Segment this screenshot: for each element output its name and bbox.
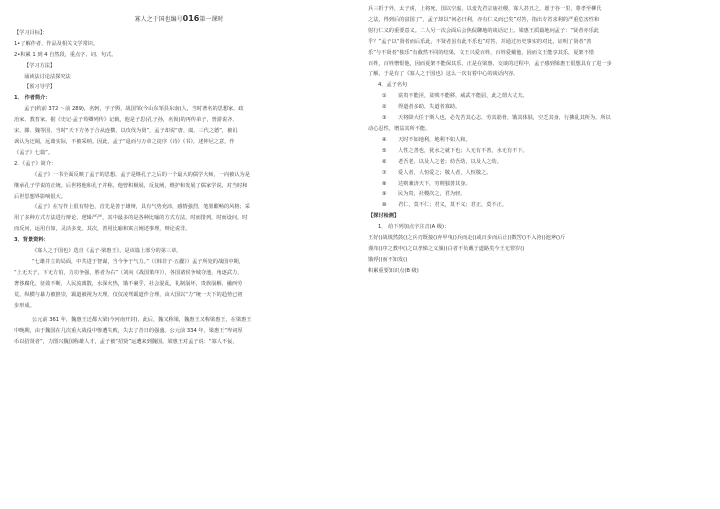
- text-line: 孟子(约前 372 ～前 289)，名轲，字子舆，战国邹(今山东邹县东南)人，当时著名的思想家、政: [24, 106, 244, 113]
- quote-item: [368, 146, 704, 157]
- text-line: 乎？”孟子以“贤者而后乐此，不贤者虽有此不乐也”对答，并通过历史事实的对比，证明了贤者“善: [368, 38, 592, 45]
- quote-number: ④: [382, 136, 387, 143]
- quote-text: 得道者多助，失道者寡助。: [398, 104, 461, 111]
- right-text-block: [368, 4, 704, 91]
- text-line: 饿殍()而不知发(): [368, 256, 408, 263]
- quote-item: [368, 157, 704, 168]
- quote-number: ⑩: [382, 202, 387, 209]
- left-column: [14, 14, 344, 348]
- text-line: 【预习导学】: [24, 84, 56, 91]
- text-line: 王好()战填然鼓()之兵刃既接()弃甲曳()兵而走()或百步而后止()数罟()不入洿()池斧()斤: [368, 235, 566, 242]
- quote-text: 爱人者，人恒爱之；敬人者，人恒敬之。: [398, 169, 492, 176]
- text-line: 1． 给下列加点字注音(A 级)：: [378, 224, 450, 231]
- text-line: 百姓，百姓憎恨他，因而夏架不能保其乐，正是在梁惠、交谈的过程中，孟子感到梁惠王很想具有了进一步: [368, 60, 612, 67]
- quote-number: ⑦: [382, 169, 387, 176]
- text-line: 4．孟子名句: [378, 82, 408, 89]
- quote-number: ⑤: [382, 147, 387, 154]
- right-column: [368, 4, 704, 277]
- quote-text: 富贵不能淫，贫贱不能移，威武不能屈，此之谓大丈夫。: [398, 93, 528, 100]
- quote-item: [368, 135, 704, 146]
- quote-item: [368, 91, 704, 102]
- text-line: 币以招贤者”，力图兴魏国称雄人才，孟子被“招贤”运遭来到魏国。梁惠王对孟子说：“寡人不佞，: [14, 339, 238, 346]
- quote-number: ⑨: [382, 191, 387, 198]
- text-line: 而反问，运用自如，灵活多变。其次，善用比喻和寓言阐述事理，辩论说非。: [14, 226, 191, 233]
- quote-text: 动心忍性，增益其所不能。: [368, 125, 431, 132]
- text-line: “七雄并立的局面，中共进于智谋，当今争于气力。”（《韩非子·五蠹》）孟子所处的战国中期，: [32, 258, 244, 265]
- quote-text: 民为贵，社稷次之，君为轻。: [398, 191, 466, 198]
- text-line: 兵三折于外，太子虏，上将死，国以空虚，以羞先君宗庙社稷，寡人甚丑之，愿于谷一里，尊孝至柳氏: [368, 6, 602, 12]
- text-line: 《孟子》在写作上很有特色，首先是善于雄辩，具有气势充沛，感情强烈，笔墨酣畅的风格；采: [32, 204, 250, 211]
- text-line: 积累重要知识点(B 级): [368, 267, 419, 274]
- text-line: 《寡人之于国也》选自《孟子·梁惠王》，是该篇上部分的第三章。: [32, 248, 182, 255]
- text-line: 乐”与不贤者“独乐”有截然不同的结果，文王兴爱百姓，百姓爱戴他，因而文王能享其乐，夏架不惜: [368, 49, 594, 56]
- quote-text: 达则兼济天下，穷则独善其身。: [398, 180, 471, 187]
- quote-item: [368, 113, 704, 124]
- text-line: 【学习方法】: [24, 62, 56, 69]
- text-line: 宋、滕、魏等国，当时“天下方务于合从连横，以攻伐为贤”，孟子却说“唐、虞、三代之德”，被讥: [14, 128, 238, 135]
- text-line: 《孟子》七篇”。: [14, 149, 54, 156]
- quote-text: 天时不如地利，地利不如人和。: [398, 136, 471, 143]
- quote-text: 老吾老，以及人之老；幼吾幼，以及人之幼。: [398, 158, 502, 165]
- text-line: “上无天子，下无方伯，力功争强，胜者为右”（刘向《战国策序》），各国诸侯争城夺池，角逐武力，: [14, 269, 243, 276]
- quote-text: 人性之善也，犹水之就下也；人无有不善，水无有不下。: [398, 147, 528, 154]
- title-suffix: 第一课时: [199, 16, 224, 23]
- text-line: 用了多种方式方法进行辩论，逻辑严严，其中最多的是各种比喻的方式方法，时而排列，时而设问，时: [14, 215, 248, 222]
- text-line: 后世思想界影响很大。: [14, 193, 66, 200]
- text-line: 2•积累 1 到 4 自然段，重点字、词、句式。: [14, 51, 117, 58]
- text-line: 2．《孟子》简介：: [14, 160, 57, 167]
- text-line: 1•了解作者、作品及相关文学常识。: [14, 40, 99, 47]
- quote-item: [368, 200, 704, 211]
- quote-item: [368, 189, 704, 200]
- quote-number: ⑧: [382, 180, 387, 187]
- quote-number: ⑥: [382, 158, 387, 165]
- text-line: 【学习目标】：: [14, 29, 48, 36]
- text-line: 之法，得到后的富国了”，孟子却以“何必曰利，亦有仁义而已矣”对答，指出专省求利的严重危害性和: [368, 16, 600, 23]
- text-line: 谨庠()序之教申()之以孝悌之义颁()白者不负戴于道路矣今王无罪岁(): [368, 245, 525, 252]
- quote-text: 君仁，莫不仁；君义，莫不义；君正，莫不正。: [398, 202, 507, 209]
- quote-text: 天将降大任于斯人也，必先苦其心志，劳其筋骨，饿其体肤，空乏其身，行拂乱其所为，所以: [398, 115, 611, 122]
- text-line: 【探讨检测】: [368, 213, 400, 220]
- quote-number: ①: [382, 93, 387, 100]
- text-line: 1． 作者简介：: [14, 95, 51, 102]
- text-line: 中晚期，由于魏国在几次重大战役中惨遭失败，失去了昔日的强盛。公元前 334 年，梁惠王“卑词厚: [14, 328, 243, 335]
- text-line: 了解，于是有了《寡人之于国也》这么一次有着中心的谈话内容。: [368, 71, 519, 78]
- text-line: 3．背景资料：: [14, 237, 49, 244]
- quote-item: [368, 124, 704, 135]
- text-line: 《孟子》一书全面反映了孟子的思想。孟子是继孔子之后的一个最大的儒学大师，一向被认为是: [32, 171, 250, 178]
- text-line: 讽认为迂阔，远离实际，不被采纳。因此，孟子“退而与万章之徒序《诗》《书》，述仲尼之意，作: [14, 138, 235, 145]
- quote-item: [368, 179, 704, 190]
- quotes-list: [368, 91, 704, 211]
- quote-number: ②: [382, 104, 387, 111]
- text-line: 治家、教育家。据《史记·孟子荀卿列传》记载，他是子思(孔子孙，名伋)的再传弟子，曾游说齐、: [14, 117, 238, 124]
- text-line: 公元前 361 年，魏惠王迁都大梁(今河南开封)，此后，魏又称梁，魏惠王又称梁惠王，在梁惠王: [32, 317, 252, 324]
- text-line: 诵读法讨论法探究法: [24, 73, 71, 80]
- text-line: 奢侈腐化，征敛不断，人民流离散，水深火热，饿不裹乎，社会混乱，礼制崩坏，贵族崩解，融西劳: [14, 280, 243, 287]
- left-text-block: [14, 28, 344, 348]
- exercise-block: [368, 211, 704, 276]
- quote-item: [368, 168, 704, 179]
- text-line: 继承孔子学说的正统。后世将他和孔子并称，他曾积极展，反复阐，维护和发展了儒家学说，对当时和: [14, 182, 248, 189]
- text-line: 射行仁义的重要意义。二人另一次会面后会焦侃聊地的谈话记上。梁惠王质篇地问孟子：“贤者亦乐此: [368, 27, 599, 34]
- title-prefix: 寡人之于国也编号: [134, 16, 183, 23]
- text-line: 荒。纵横与暴力被推崇，霸道被视为天理，仅仅凌驾霸道作合理，由大国以“力”统一天下的趋势已初: [14, 291, 243, 298]
- quote-item: [368, 102, 704, 113]
- text-line: 步形成。: [14, 302, 35, 309]
- document-title: [14, 14, 344, 26]
- title-number: 016: [182, 14, 200, 23]
- quote-number: ③: [382, 115, 387, 122]
